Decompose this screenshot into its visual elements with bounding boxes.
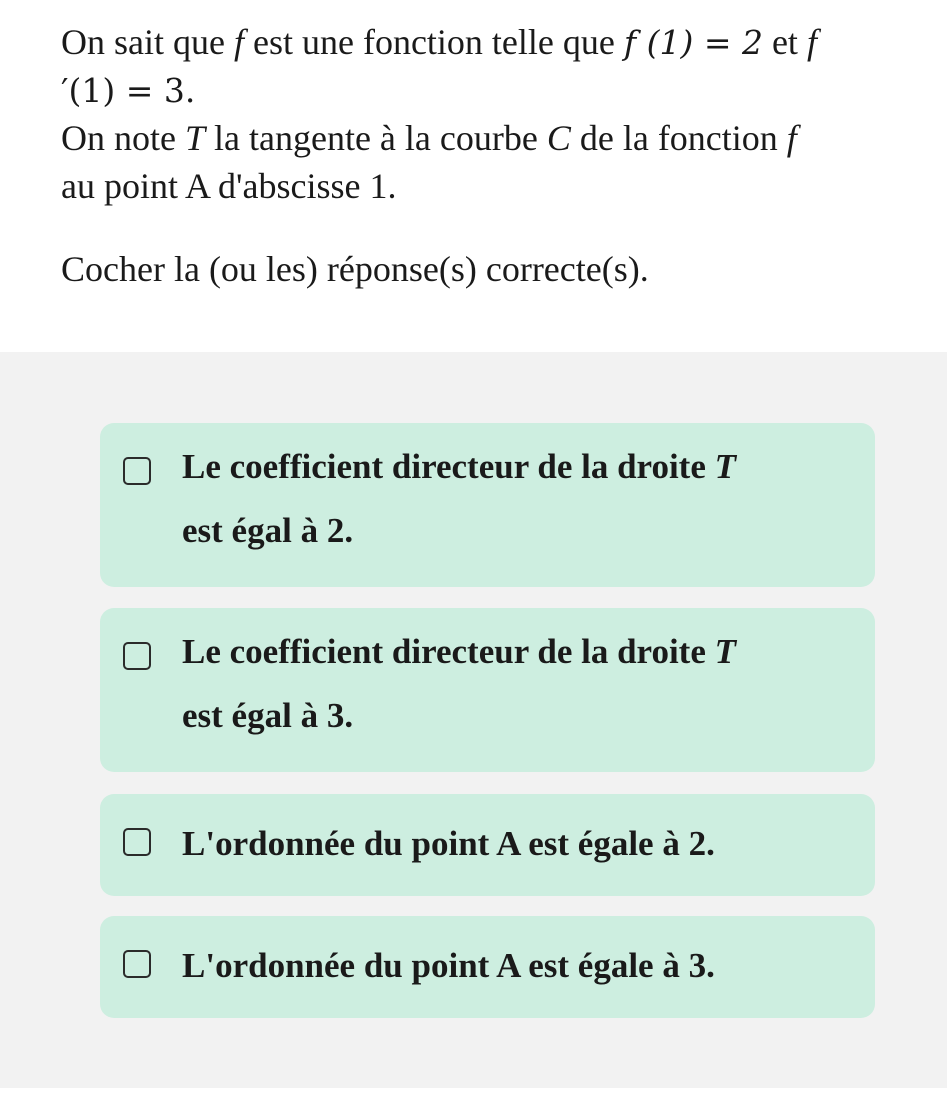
question-text: On note	[61, 118, 185, 158]
answer-option-4[interactable]	[100, 916, 875, 1018]
question-text: et	[762, 22, 807, 62]
math-C: C	[546, 118, 571, 158]
answer-option-1[interactable]	[100, 423, 875, 587]
question-line-2	[61, 66, 891, 114]
question-statement	[61, 18, 891, 210]
question-line-3	[61, 114, 891, 162]
answer-text: Le coefficient directeur de la droite	[182, 632, 715, 671]
answer-text: Le coefficient directeur de la droite	[182, 447, 715, 486]
math-T: T	[184, 118, 206, 158]
answer-text: est égal à 3.	[182, 696, 354, 735]
math-f: f	[786, 118, 797, 158]
question-line-1	[61, 18, 891, 66]
math-T: T	[714, 447, 737, 486]
answer-option-2[interactable]	[100, 608, 875, 772]
math-f-of-1: f (1) = 2	[623, 23, 763, 62]
checkbox-icon[interactable]	[123, 642, 151, 670]
answer-option-label	[182, 435, 842, 563]
math-f: f	[233, 22, 244, 62]
math-f: f	[806, 22, 817, 62]
answer-text: est égal à 2.	[182, 511, 354, 550]
bottom-strip	[0, 1088, 947, 1102]
math-T: T	[714, 632, 737, 671]
math-f-prime-of-1: ′(1) = 3.	[61, 71, 196, 110]
checkbox-icon[interactable]	[123, 828, 151, 856]
checkbox-icon[interactable]	[123, 457, 151, 485]
question-text: est une fonction telle que	[243, 22, 624, 62]
question-instruction: Cocher la (ou les) réponse(s) correcte(s).	[61, 249, 649, 289]
question-text: On sait que	[61, 22, 234, 62]
question-card	[0, 0, 947, 352]
answer-option-label	[182, 620, 842, 748]
question-text: de la fonction	[570, 118, 787, 158]
answer-option-3[interactable]	[100, 794, 875, 896]
question-text: la tangente à la courbe	[205, 118, 547, 158]
checkbox-icon[interactable]	[123, 950, 151, 978]
question-line-4: au point A d'abscisse 1.	[61, 166, 397, 206]
answer-option-label: L'ordonnée du point A est égale à 2.	[182, 824, 715, 863]
answer-option-label: L'ordonnée du point A est égale à 3.	[182, 946, 715, 985]
